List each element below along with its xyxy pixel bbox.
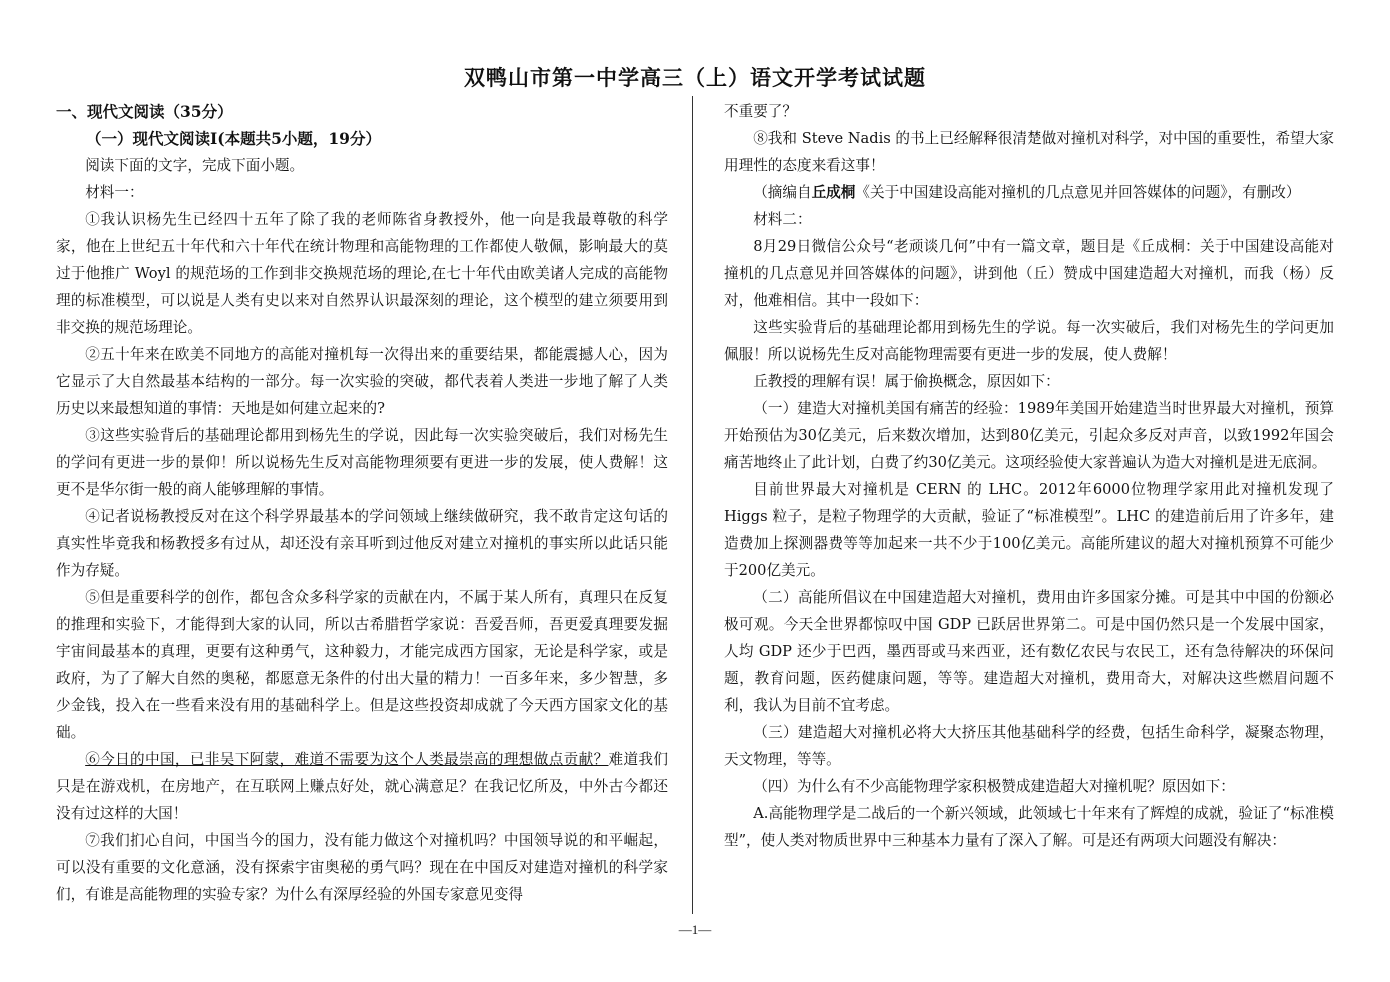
section-heading: 一、现代文阅读（35分） — [56, 102, 233, 121]
paragraph-text: 难道我们只是在游戏机，在房地产，在互联网上赚点好处，就心满意足？在我记忆所及，中外古今都还没有过这样的大国！ — [56, 751, 668, 822]
paragraph: ⑤但是重要科学的创作，都包含众多科学家的贡献在内，不属于某人所有，真理只在反复的推理和实验下，才能得到大家的认同，所以古希腊哲学家说：吾爱吾师，吾更爱真理要发掘宇宙间最基本的真理，更要有这种勇气，这种毅力，才能完成西方国家，无论是科学家，或是政府，为了了解大自然的奥秘，都愿意无条件的付出大量的精力！一百多年来，多少智慧，多少金钱，投入在一些看来没有用的基础科学上。但是这些投资却成就了今天西方国家文化的基础。 — [56, 589, 668, 741]
paragraph: ②五十年来在欧美不同地方的高能对撞机每一次得出来的重要结果，都能震撼人心，因为它显示了大自然最基本结构的一部分。每一次实验的突破，都代表着人类进一步地了解了人类历史以来最想知道的事情：天地是如何建立起来的? — [56, 346, 668, 417]
citation-prefix: （摘编自 — [753, 184, 812, 201]
material-label: 材料一： — [85, 184, 144, 201]
citation-author: 丘成桐 — [811, 184, 856, 201]
paragraph: ⑦我们扪心自问，中国当今的国力，没有能力做这个对撞机吗？中国领导说的和平崛起，可以没有重要的文化意涵，没有探索宇宙奥秘的勇气吗？现在在中国反对建造对撞机的科学家们，有谁是高能物理的实验专家？为什么有深厚经验的外国专家意见变得 — [56, 832, 668, 903]
paragraph: 8月29日微信公众号“老顽谈几何”中有一篇文章，题目是《丘成桐：关于中国建设高能对撞机的几点意见并回答媒体的问题》，讲到他（丘）赞成中国建造超大对撞机，而我（杨）反对，他难相信。其中一段如下： — [724, 238, 1334, 309]
paragraph: （一）建造大对撞机美国有痛苦的经验：1989年美国开始建造当时世界最大对撞机，预算开始预估为30亿美元，后来数次增加，达到80亿美元，引起众多反对声音，以致1992年国会痛苦地终止了此计划，白费了约30亿美元。这项经验使大家普遍认为造大对撞机是进无底洞。 — [724, 400, 1334, 471]
paragraph: （三）建造超大对撞机必将大大挤压其他基础科学的经费，包括生命科学，凝聚态物理，天文物理，等等。 — [724, 724, 1334, 768]
paragraph: ④记者说杨教授反对在这个科学界最基本的学问领域上继续做研究，我不敢肯定这句话的真实性毕竟我和杨教授多有过从，却还没有亲耳听到过他反对建立对撞机的事实所以此话只能作为存疑。 — [56, 508, 668, 579]
source-citation — [724, 179, 1334, 206]
paragraph — [56, 746, 668, 827]
paragraph: 丘教授的理解有误！属于偷换概念，原因如下： — [753, 373, 1060, 390]
paragraph: 这些实验背后的基础理论都用到杨先生的学说。每一次实破后，我们对杨先生的学问更加佩服！所以说杨先生反对高能物理需要有更进一步的发展，使人费解！ — [724, 319, 1334, 363]
paragraph: 目前世界最大对撞机是 CERN 的 LHC。2012年6000位物理学家用此对撞机发现了 Higgs 粒子，是粒子物理学的大贡献，验证了“标准模型”。LHC 的建造前后用了许多年，建造费加上探测器费等等加起来一共不少于100亿美元。高能所建议的超大对撞机预算不可能少于200亿美元。 — [724, 481, 1334, 579]
citation-suffix: 《关于中国建设高能对撞机的几点意见并回答媒体的问题》，有删改） — [855, 184, 1301, 201]
left-column — [56, 98, 668, 908]
paragraph: ⑧我和 Steve Nadis 的书上已经解释很清楚做对撞机对科学，对中国的重要性，希望大家用理性的态度来看这事！ — [724, 130, 1334, 174]
material-label: 材料二： — [753, 211, 812, 228]
underlined-sentence: ⑥今日的中国，已非吴下阿蒙，难道不需要为这个人类最崇高的理想做点贡献？ — [85, 751, 609, 768]
right-column — [724, 98, 1334, 854]
paragraph: A.高能物理学是二战后的一个新兴领域，此领域七十年来有了辉煌的成就，验证了“标准模型”，使人类对物质世界中三种基本力量有了深入了解。可是还有两项大问题没有解决： — [724, 805, 1334, 849]
paragraph: （二）高能所倡议在中国建造超大对撞机，费用由许多国家分摊。可是其中中国的份额必极可观。今天全世界都惊叹中国 GDP 已跃居世界第二。可是中国仍然只是一个发展中国家，人均 GDP 还少于巴西，墨西哥或马来西亚，还有数亿农民与农民工，还有急待解决的环保问题，教育问题，医药健康问题，等等。建造超大对撞机，费用奇大，对解决这些燃眉问题不利，我认为目前不宜考虑。 — [724, 589, 1334, 714]
paragraph: ①我认识杨先生已经四十五年了除了我的老师陈省身教授外，他一向是我最尊敬的科学家，他在上世纪五十年代和六十年代在统计物理和高能物理的工作都使人敬佩，影响最大的莫过于他推广 Woyl 的规范场的工作到非交换规范场的理论,在七十年代由欧美诸人完成的高能物理的标准模型，可以说是人类有史以来对自然界认识最深刻的理论，这个模型的建立须要用到非交换的规范场理论。 — [56, 211, 668, 336]
instruction-text: 阅读下面的文字，完成下面小题。 — [85, 157, 305, 174]
paragraph-continuation: 不重要了？ — [724, 103, 797, 120]
page-number: —1— — [678, 922, 712, 937]
subsection-heading: （一）现代文阅读Ⅰ(本题共5小题，19分） — [86, 129, 381, 148]
paragraph: ③这些实验背后的基础理论都用到杨先生的学说，因此每一次实验突破后，我们对杨先生的学问有更进一步的景仰！所以说杨先生反对高能物理须要有更进一步的发展，使人费解！这更不是华尔街一般的商人能够理解的事情。 — [56, 427, 668, 498]
column-divider — [692, 96, 693, 914]
paragraph: （四）为什么有不少高能物理学家积极赞成建造超大对撞机呢？原因如下： — [753, 778, 1235, 795]
page-title: 双鸭山市第一中学高三（上）语文开学考试试题 — [464, 65, 926, 90]
